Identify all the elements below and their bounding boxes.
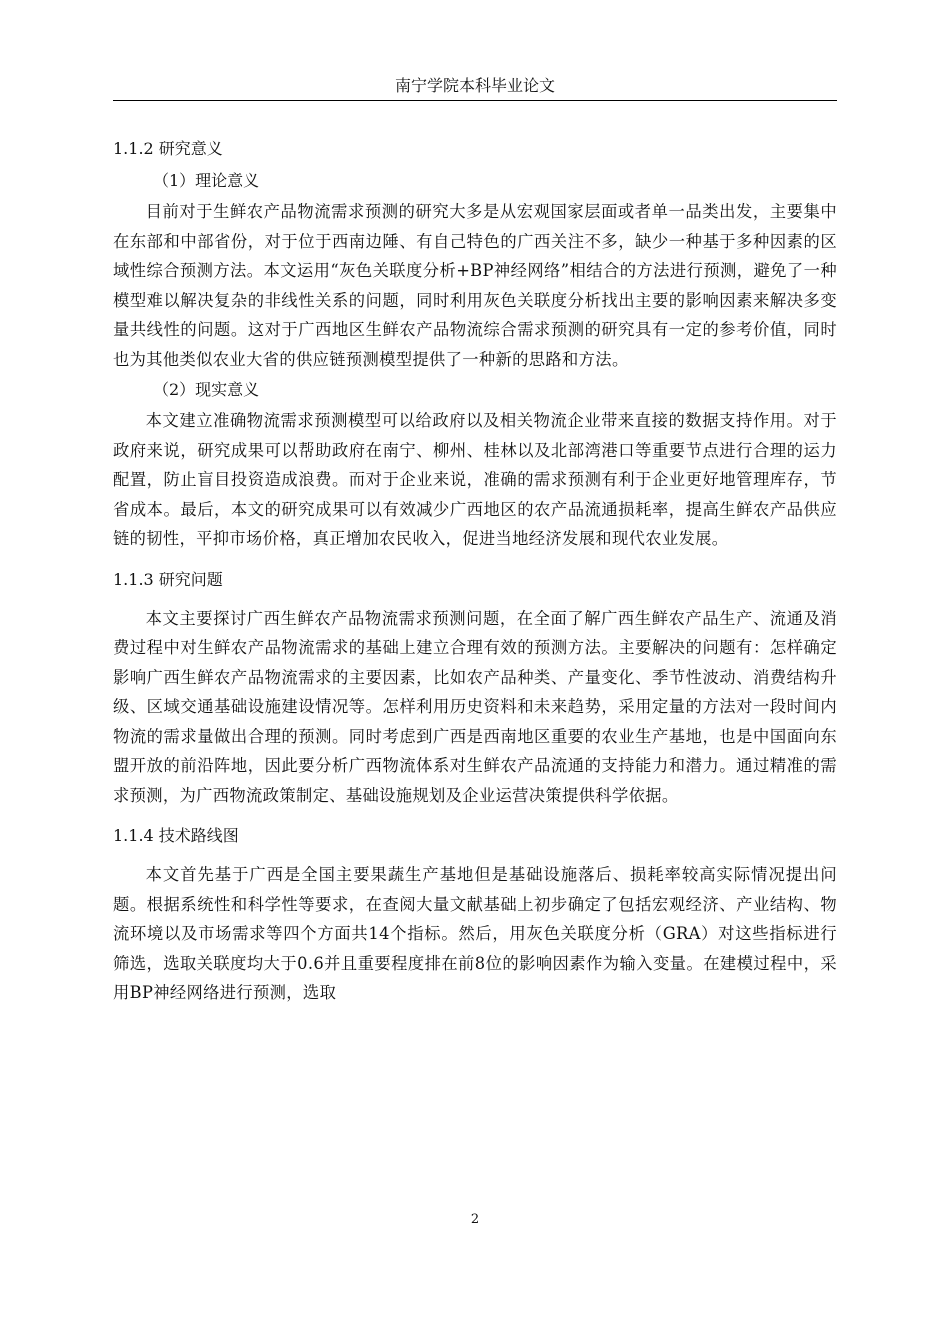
page-number: 2 [470,1212,480,1227]
section-heading-1-1-3: 1.1.3 研究问题 [113,569,223,589]
running-header-title: 南宁学院本科毕业论文 [394,76,555,95]
paragraph-technical-roadmap: 本文首先基于广西是全国主要果蔬生产基地但是基础设施落后、损耗率较高实际情况提出问题。根据系统性和科学性等要求，在查阅大量文献基础上初步确定了包括宏观经济、产业结构、物流环境以及市场需求等四个方面共14个指标。然后，用灰色关联度分析（GRA）对这些指标进行筛选，选取关联度均大于0.6并且重要程度排在前8位的影响因素作为输入变量。在建模过程中，采用BP神经网络进行预测，选取 [113,865,837,1002]
header-rule [113,100,837,101]
subheading-theoretical-significance: （1）理论意义 [153,171,260,190]
paragraph-theoretical-significance: 目前对于生鲜农产品物流需求预测的研究大多是从宏观国家层面或者单一品类出发，主要集中在东部和中部省份，对于位于西南边陲、有自己特色的广西关注不多，缺少一种基于多种因素的区域性综合预测方法。本文运用“灰色关联度分析+BP神经网络”相结合的方法进行预测，避免了一种模型难以解决复杂的非线性关系的问题，同时利用灰色关联度分析找出主要的影响因素来解决多变量共线性的问题。这对于广西地区生鲜农产品物流综合需求预测的研究具有一定的参考价值，同时也为其他类似农业大省的供应链预测模型提供了一种新的思路和方法。 [113,202,837,369]
section-heading-1-1-2: 1.1.2 研究意义 [113,139,223,158]
paragraph-research-questions: 本文主要探讨广西生鲜农产品物流需求预测问题，在全面了解广西生鲜农产品生产、流通及消费过程中对生鲜农产品物流需求的基础上建立合理有效的预测方法。主要解决的问题有：怎样确定影响广西生鲜农产品物流需求的主要因素，比如农产品种类、产量变化、季节性波动、消费结构升级、区域交通基础设施建设情况等。怎样利用历史资料和未来趋势，采用定量的方法对一段时间内物流的需求量做出合理的预测。同时考虑到广西是西南地区重要的农业生产基地，也是中国面向东盟开放的前沿阵地，因此要分析广西物流体系对生鲜农产品流通的支持能力和潜力。通过精准的需求预测，为广西物流政策制定、基础设施规划及企业运营决策提供科学依据。 [113,608,837,805]
subheading-practical-significance: （2）现实意义 [153,380,260,399]
section-heading-1-1-4: 1.1.4 技术路线图 [113,826,239,845]
paragraph-practical-significance: 本文建立准确物流需求预测模型可以给政府以及相关物流企业带来直接的数据支持作用。对于政府来说，研究成果可以帮助政府在南宁、柳州、桂林以及北部湾港口等重要节点进行合理的运力配置，防止盲目投资造成浪费。而对于企业来说，准确的需求预测有利于企业更好地管理库存，节省成本。最后，本文的研究成果可以有效减少广西地区的农产品流通损耗率，提高生鲜农产品供应链的韧性，平抑市场价格，真正增加农民收入，促进当地经济发展和现代农业发展。 [113,411,837,548]
body-text [113,133,837,1008]
